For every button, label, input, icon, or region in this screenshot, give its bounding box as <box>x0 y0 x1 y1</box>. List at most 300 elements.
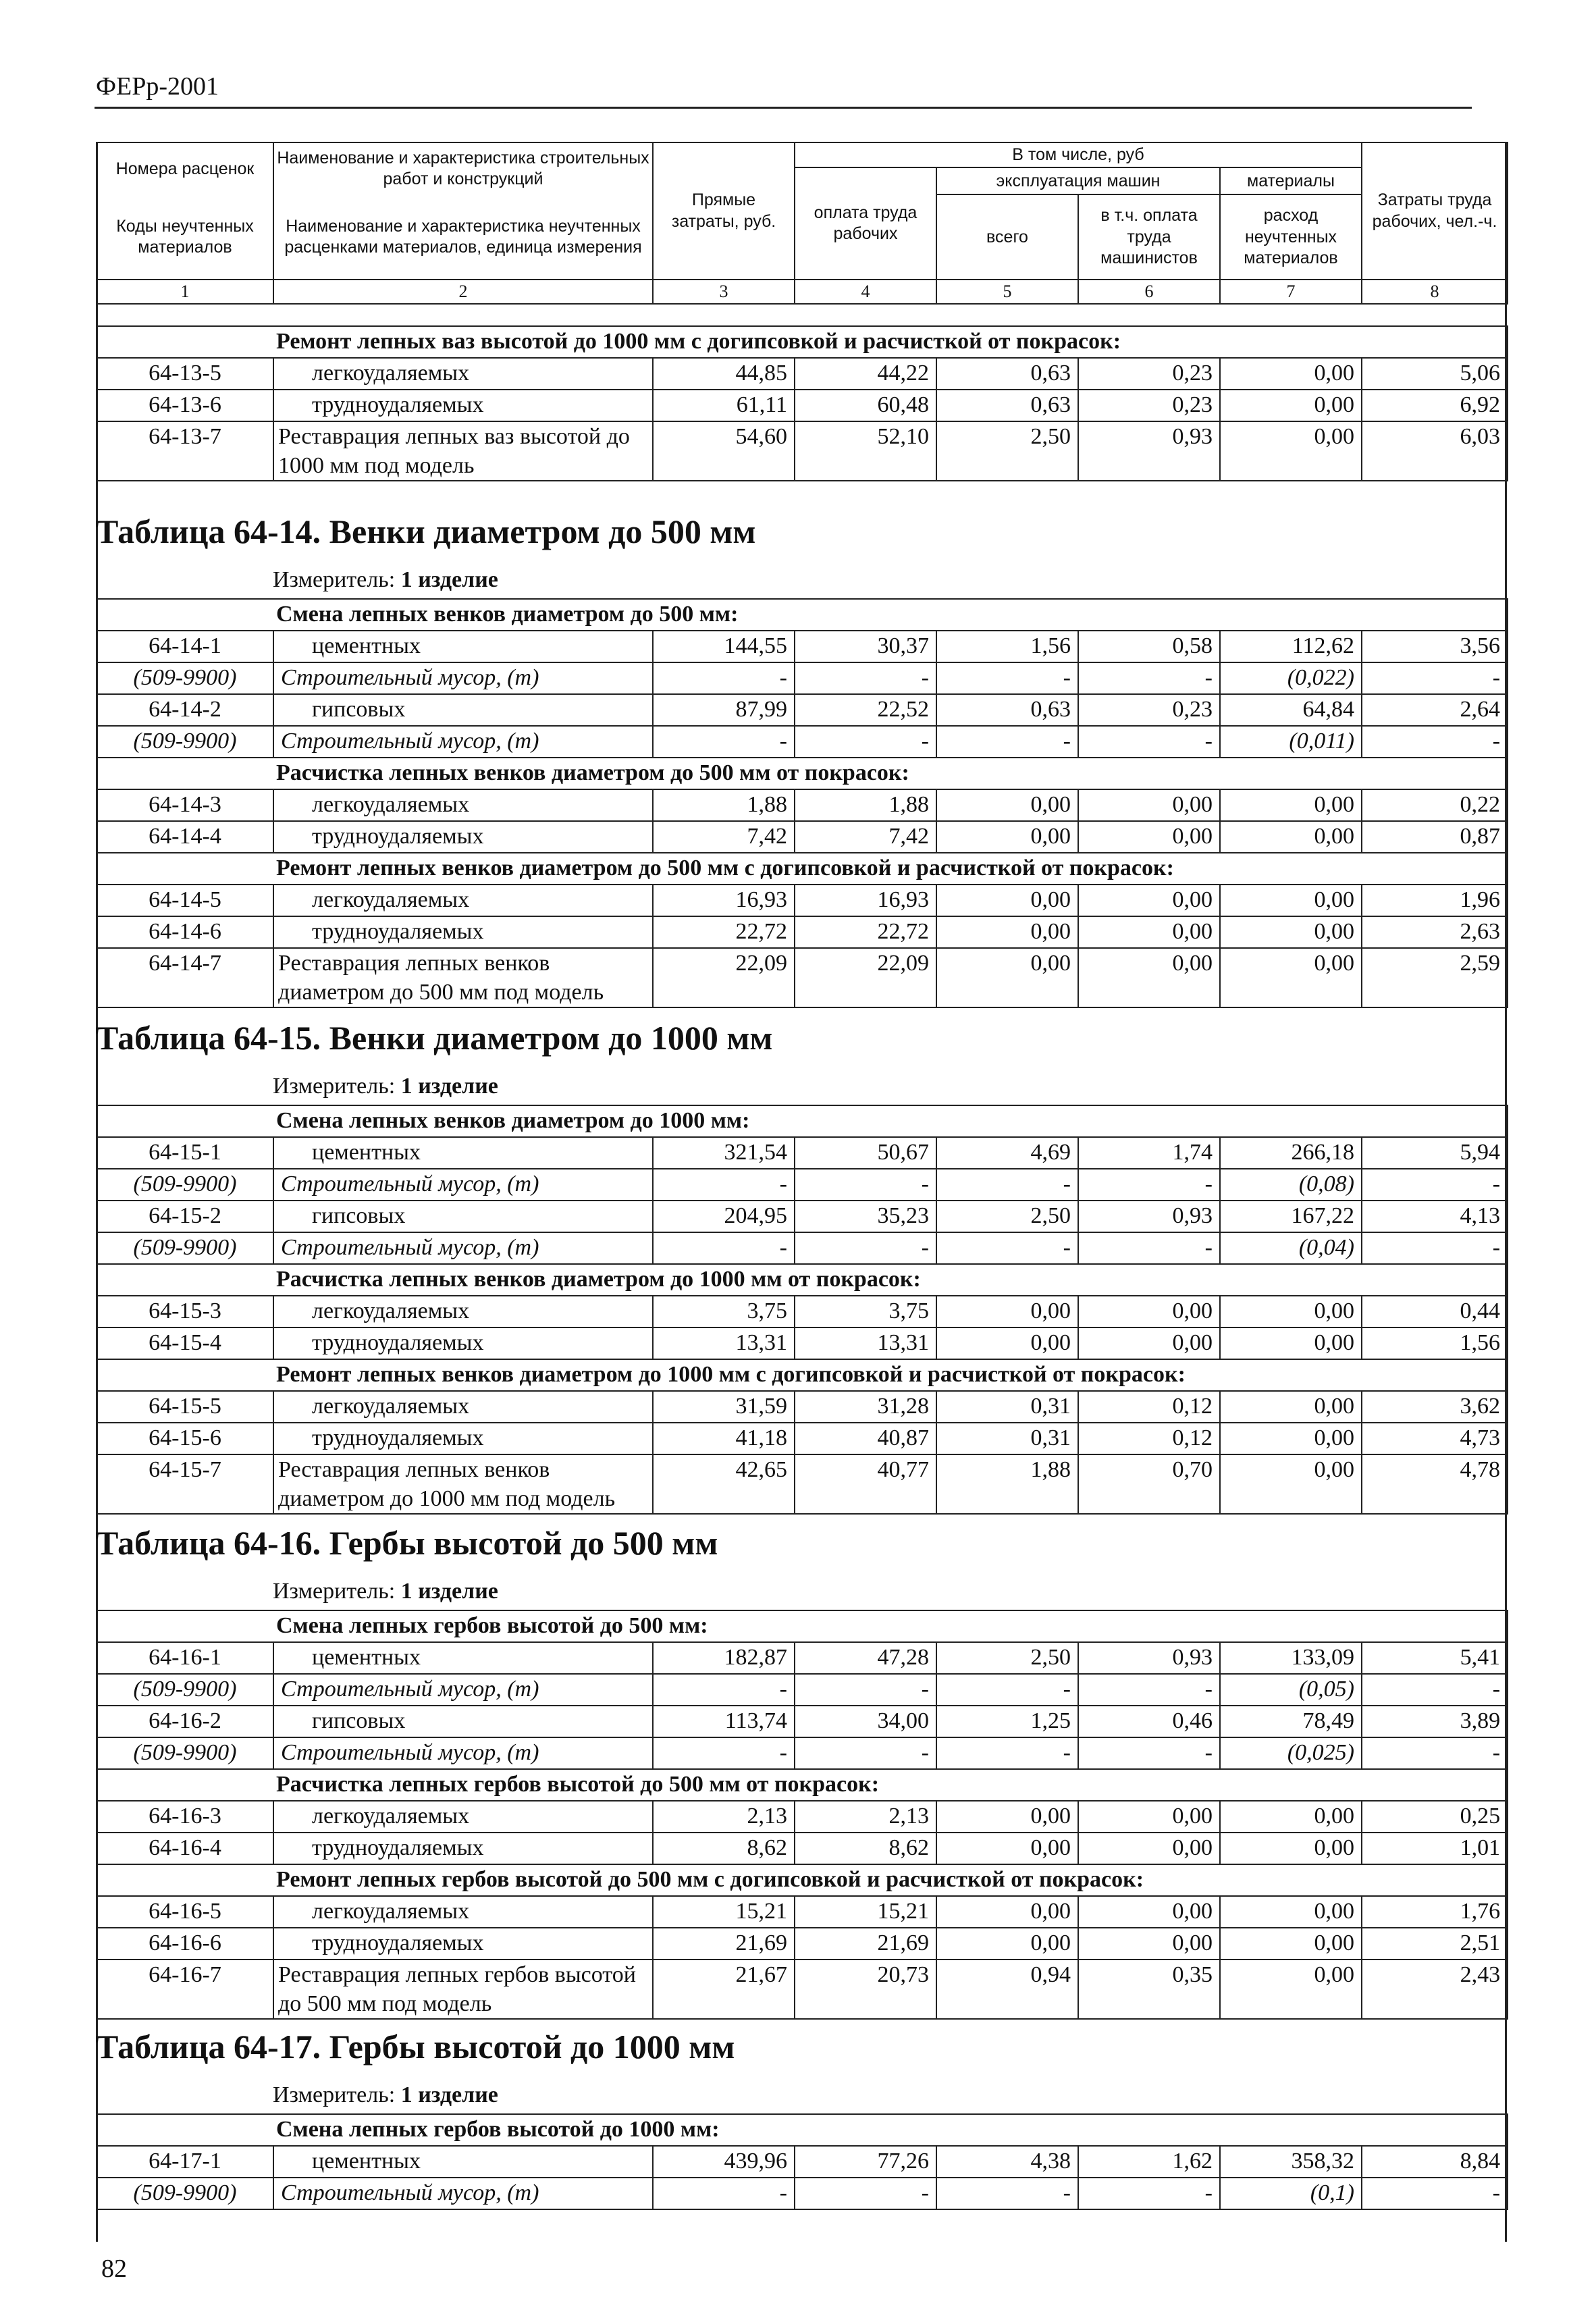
material-code: (509-9900) <box>97 2178 273 2209</box>
table-row <box>97 1737 1508 1769</box>
col-number: 8 <box>1362 280 1508 304</box>
value-cell: - <box>936 726 1078 758</box>
value-cell: 133,09 <box>1220 1642 1362 1674</box>
group-header-materials: материалы <box>1220 167 1362 194</box>
value-cell: 4,78 <box>1362 1454 1508 1514</box>
material-name: Строительный мусор, (т) <box>273 1674 653 1706</box>
table-row <box>97 1674 1508 1706</box>
rate-code: 64-16-6 <box>97 1928 273 1960</box>
value-cell: 40,77 <box>795 1454 936 1514</box>
value-cell: 0,00 <box>1220 1928 1362 1960</box>
group-title: Смена лепных гербов высотой до 1000 мм: <box>97 2114 1508 2146</box>
value-cell: - <box>1078 1674 1220 1706</box>
rate-code: 64-14-7 <box>97 948 273 1007</box>
col1-header-top: Номера расценок <box>97 142 273 194</box>
value-cell: 204,95 <box>653 1201 795 1232</box>
table-row <box>97 916 1508 948</box>
rate-code: 64-13-7 <box>97 421 273 481</box>
value-cell: 5,06 <box>1362 358 1508 390</box>
document-header: ФЕРр-2001 <box>96 72 219 101</box>
unit-line <box>273 1074 498 1099</box>
value-cell: 358,32 <box>1220 2146 1362 2178</box>
value-cell: 0,22 <box>1362 789 1508 821</box>
value-cell: 0,00 <box>936 1928 1078 1960</box>
work-name: трудноудаляемых <box>273 821 653 853</box>
value-cell: 2,13 <box>795 1801 936 1833</box>
work-name: цементных <box>273 1137 653 1169</box>
value-cell: 20,73 <box>795 1960 936 2019</box>
rate-code: 64-13-5 <box>97 358 273 390</box>
col-number: 1 <box>97 280 273 304</box>
table-64-13 <box>96 325 1508 481</box>
value-cell: 321,54 <box>653 1137 795 1169</box>
rate-code: 64-17-1 <box>97 2146 273 2178</box>
work-name: цементных <box>273 631 653 662</box>
work-name: легкоудаляемых <box>273 885 653 916</box>
value-cell: 15,21 <box>653 1896 795 1928</box>
work-name: легкоудаляемых <box>273 1391 653 1423</box>
value-cell: 0,93 <box>1078 1642 1220 1674</box>
value-cell: 0,00 <box>1220 821 1362 853</box>
value-cell: - <box>653 1737 795 1769</box>
value-cell: - <box>653 2178 795 2209</box>
value-cell: - <box>795 2178 936 2209</box>
value-cell: 0,00 <box>1220 1454 1362 1514</box>
value-cell: 0,00 <box>936 885 1078 916</box>
material-code: (509-9900) <box>97 1232 273 1264</box>
page-number: 82 <box>101 2255 127 2283</box>
value-cell: 1,25 <box>936 1706 1078 1737</box>
group-title: Смена лепных гербов высотой до 500 мм: <box>97 1610 1508 1642</box>
value-cell: 0,00 <box>1078 1296 1220 1327</box>
value-cell: 2,50 <box>936 1201 1078 1232</box>
value-cell: 0,00 <box>936 1327 1078 1359</box>
value-cell: 0,93 <box>1078 1201 1220 1232</box>
table-64-16 <box>96 1610 1508 2020</box>
work-name: цементных <box>273 2146 653 2178</box>
value-cell: 4,73 <box>1362 1423 1508 1454</box>
value-cell: 0,00 <box>1220 421 1362 481</box>
value-cell: 2,50 <box>936 421 1078 481</box>
table-row <box>97 2178 1508 2209</box>
value-cell: 0,00 <box>1078 1928 1220 1960</box>
value-cell: 0,00 <box>1078 1833 1220 1864</box>
value-cell: 0,63 <box>936 390 1078 421</box>
table-title: Таблица 64-17. Гербы высотой до 1000 мм <box>96 2028 735 2066</box>
value-cell: 44,22 <box>795 358 936 390</box>
work-name: Реставрация лепных венков диаметром до 1000 мм под модель <box>273 1454 653 1514</box>
value-cell: - <box>1362 1169 1508 1201</box>
unit-value: 1 изделие <box>400 2082 498 2107</box>
value-cell: 41,18 <box>653 1423 795 1454</box>
value-cell: 0,00 <box>1220 885 1362 916</box>
value-cell: 3,62 <box>1362 1391 1508 1423</box>
value-cell: 47,28 <box>795 1642 936 1674</box>
value-cell: 0,58 <box>1078 631 1220 662</box>
value-cell: 0,25 <box>1362 1801 1508 1833</box>
rate-code: 64-14-2 <box>97 694 273 726</box>
table-row <box>97 2146 1508 2178</box>
table-title: Таблица 64-16. Гербы высотой до 500 мм <box>96 1524 718 1562</box>
value-cell: 0,00 <box>936 948 1078 1007</box>
value-cell: - <box>653 1232 795 1264</box>
work-name: легкоудаляемых <box>273 1896 653 1928</box>
rate-code: 64-14-1 <box>97 631 273 662</box>
value-cell: 0,00 <box>1078 1801 1220 1833</box>
value-cell: 13,31 <box>795 1327 936 1359</box>
value-cell: 15,21 <box>795 1896 936 1928</box>
value-cell: 112,62 <box>1220 631 1362 662</box>
col7-header: расход неучтенных материалов <box>1220 194 1362 280</box>
work-name: трудноудаляемых <box>273 916 653 948</box>
table-row <box>97 1169 1508 1201</box>
unit-value: 1 изделие <box>400 1074 498 1099</box>
value-cell: 0,00 <box>1220 1327 1362 1359</box>
value-cell: 144,55 <box>653 631 795 662</box>
unit-value: 1 изделие <box>400 567 498 592</box>
rate-code: 64-15-6 <box>97 1423 273 1454</box>
col-number: 2 <box>273 280 653 304</box>
value-cell: 0,00 <box>936 1801 1078 1833</box>
work-name: трудноудаляемых <box>273 1833 653 1864</box>
value-cell: 0,44 <box>1362 1296 1508 1327</box>
value-cell: 7,42 <box>653 821 795 853</box>
value-cell: 2,13 <box>653 1801 795 1833</box>
group-title: Расчистка лепных гербов высотой до 500 мм от покрасок: <box>97 1769 1508 1801</box>
unit-label: Измеритель: <box>273 2082 396 2107</box>
value-cell: (0,1) <box>1220 2178 1362 2209</box>
unit-value: 1 изделие <box>400 1579 498 1604</box>
value-cell: 22,72 <box>795 916 936 948</box>
col4-header: оплата труда рабочих <box>795 167 936 280</box>
value-cell: 1,56 <box>1362 1327 1508 1359</box>
rate-code: 64-13-6 <box>97 390 273 421</box>
table-row <box>97 1232 1508 1264</box>
table-64-17 <box>96 2113 1508 2210</box>
value-cell: 35,23 <box>795 1201 936 1232</box>
value-cell: 13,31 <box>653 1327 795 1359</box>
value-cell: 0,00 <box>936 789 1078 821</box>
value-cell: 5,41 <box>1362 1642 1508 1674</box>
col-number: 3 <box>653 280 795 304</box>
value-cell: 60,48 <box>795 390 936 421</box>
value-cell: 8,62 <box>795 1833 936 1864</box>
value-cell: - <box>1078 1232 1220 1264</box>
table-64-14 <box>96 598 1508 1008</box>
value-cell: 3,56 <box>1362 631 1508 662</box>
value-cell: 0,00 <box>1078 1327 1220 1359</box>
value-cell: 1,62 <box>1078 2146 1220 2178</box>
value-cell: 0,00 <box>1220 1896 1362 1928</box>
value-cell: (0,08) <box>1220 1169 1362 1201</box>
value-cell: (0,022) <box>1220 662 1362 694</box>
work-name: Реставрация лепных гербов высотой до 500 мм под модель <box>273 1960 653 2019</box>
value-cell: 22,09 <box>653 948 795 1007</box>
value-cell: 182,87 <box>653 1642 795 1674</box>
table-row <box>97 1454 1508 1514</box>
value-cell: 1,76 <box>1362 1896 1508 1928</box>
work-name: Реставрация лепных венков диаметром до 500 мм под модель <box>273 948 653 1007</box>
value-cell: 3,75 <box>653 1296 795 1327</box>
value-cell: - <box>795 662 936 694</box>
table-row <box>97 789 1508 821</box>
value-cell: - <box>1078 2178 1220 2209</box>
header-rule <box>95 107 1472 109</box>
work-name: Реставрация лепных ваз высотой до 1000 мм под модель <box>273 421 653 481</box>
work-name: трудноудаляемых <box>273 1327 653 1359</box>
work-name: легкоудаляемых <box>273 1296 653 1327</box>
table-row <box>97 1801 1508 1833</box>
value-cell: 21,67 <box>653 1960 795 2019</box>
value-cell: 2,63 <box>1362 916 1508 948</box>
value-cell: 2,64 <box>1362 694 1508 726</box>
unit-line <box>273 567 498 593</box>
rate-code: 64-15-4 <box>97 1327 273 1359</box>
value-cell: 6,92 <box>1362 390 1508 421</box>
table-title: Таблица 64-14. Венки диаметром до 500 мм <box>96 512 756 550</box>
value-cell: - <box>795 726 936 758</box>
value-cell: (0,05) <box>1220 1674 1362 1706</box>
column-header-table <box>96 142 1508 305</box>
unit-label: Измеритель: <box>273 567 396 592</box>
work-name: гипсовых <box>273 694 653 726</box>
value-cell: 0,46 <box>1078 1706 1220 1737</box>
value-cell: - <box>936 1674 1078 1706</box>
value-cell: 0,93 <box>1078 421 1220 481</box>
group-title: Смена лепных венков диаметром до 500 мм: <box>97 599 1508 631</box>
value-cell: 31,28 <box>795 1391 936 1423</box>
rate-code: 64-16-1 <box>97 1642 273 1674</box>
material-code: (509-9900) <box>97 726 273 758</box>
table-row <box>97 1928 1508 1960</box>
value-cell: - <box>1078 1169 1220 1201</box>
rate-code: 64-16-2 <box>97 1706 273 1737</box>
value-cell: 31,59 <box>653 1391 795 1423</box>
value-cell: 0,00 <box>1220 789 1362 821</box>
work-name: гипсовых <box>273 1706 653 1737</box>
value-cell: 16,93 <box>653 885 795 916</box>
value-cell: - <box>936 2178 1078 2209</box>
value-cell: 0,00 <box>1220 390 1362 421</box>
work-name: гипсовых <box>273 1201 653 1232</box>
table-row <box>97 1423 1508 1454</box>
table-row <box>97 948 1508 1007</box>
value-cell: (0,04) <box>1220 1232 1362 1264</box>
value-cell: - <box>1078 662 1220 694</box>
value-cell: - <box>936 662 1078 694</box>
value-cell: 0,63 <box>936 358 1078 390</box>
table-row <box>97 885 1508 916</box>
value-cell: 0,63 <box>936 694 1078 726</box>
table-row <box>97 1706 1508 1737</box>
value-cell: 0,31 <box>936 1423 1078 1454</box>
value-cell: - <box>795 1737 936 1769</box>
work-name: трудноудаляемых <box>273 390 653 421</box>
rate-code: 64-14-5 <box>97 885 273 916</box>
value-cell: 0,94 <box>936 1960 1078 2019</box>
value-cell: 0,00 <box>1220 1960 1362 2019</box>
value-cell: - <box>653 1674 795 1706</box>
group-title: Ремонт лепных венков диаметром до 1000 мм с догипсовкой и расчисткой от покрасок: <box>97 1359 1508 1391</box>
table-row <box>97 726 1508 758</box>
table-row <box>97 1896 1508 1928</box>
table-row <box>97 421 1508 481</box>
value-cell: 0,00 <box>1078 885 1220 916</box>
value-cell: 0,00 <box>1220 1296 1362 1327</box>
value-cell: 266,18 <box>1220 1137 1362 1169</box>
group-header-all: В том числе, руб <box>795 142 1362 167</box>
table-row <box>97 1201 1508 1232</box>
unit-line <box>273 2082 498 2108</box>
value-cell: 8,62 <box>653 1833 795 1864</box>
col5-header: всего <box>936 194 1078 280</box>
table-row <box>97 1391 1508 1423</box>
value-cell: 0,00 <box>1078 1896 1220 1928</box>
value-cell: 0,00 <box>936 1296 1078 1327</box>
value-cell: 3,75 <box>795 1296 936 1327</box>
rate-code: 64-14-3 <box>97 789 273 821</box>
value-cell: 2,43 <box>1362 1960 1508 2019</box>
table-row <box>97 1642 1508 1674</box>
value-cell: 8,84 <box>1362 2146 1508 2178</box>
group-title: Ремонт лепных гербов высотой до 500 мм с догипсовкой и расчисткой от покрасок: <box>97 1864 1508 1896</box>
value-cell: - <box>936 1232 1078 1264</box>
table-row <box>97 662 1508 694</box>
value-cell: 21,69 <box>795 1928 936 1960</box>
value-cell: 0,12 <box>1078 1391 1220 1423</box>
value-cell: 0,00 <box>1078 821 1220 853</box>
value-cell: 0,00 <box>936 916 1078 948</box>
table-title: Таблица 64-15. Венки диаметром до 1000 мм <box>96 1019 773 1057</box>
value-cell: - <box>653 726 795 758</box>
value-cell: 22,72 <box>653 916 795 948</box>
rate-code: 64-15-7 <box>97 1454 273 1514</box>
value-cell: - <box>936 1169 1078 1201</box>
value-cell: (0,025) <box>1220 1737 1362 1769</box>
group-header-machines: эксплуатация машин <box>936 167 1220 194</box>
material-code: (509-9900) <box>97 662 273 694</box>
value-cell: 61,11 <box>653 390 795 421</box>
rate-code: 64-15-5 <box>97 1391 273 1423</box>
value-cell: 34,00 <box>795 1706 936 1737</box>
col1-header-bottom: Коды неучтенных материалов <box>97 194 273 280</box>
value-cell: 1,88 <box>653 789 795 821</box>
rate-code: 64-15-1 <box>97 1137 273 1169</box>
value-cell: 0,00 <box>1220 1391 1362 1423</box>
value-cell: 0,23 <box>1078 694 1220 726</box>
table-row <box>97 694 1508 726</box>
value-cell: 1,01 <box>1362 1833 1508 1864</box>
col6-header: в т.ч. оплата труда машинистов <box>1078 194 1220 280</box>
col8-header: Затраты труда рабочих, чел.-ч. <box>1362 142 1508 280</box>
value-cell: 1,74 <box>1078 1137 1220 1169</box>
value-cell: 52,10 <box>795 421 936 481</box>
material-name: Строительный мусор, (т) <box>273 2178 653 2209</box>
work-name: цементных <box>273 1642 653 1674</box>
unit-label: Измеритель: <box>273 1579 396 1604</box>
value-cell: 0,00 <box>1220 1423 1362 1454</box>
value-cell: 0,87 <box>1362 821 1508 853</box>
table-row <box>97 1137 1508 1169</box>
value-cell: 0,00 <box>1078 916 1220 948</box>
col-number: 5 <box>936 280 1078 304</box>
value-cell: - <box>795 1169 936 1201</box>
value-cell: 0,00 <box>936 1896 1078 1928</box>
value-cell: 6,03 <box>1362 421 1508 481</box>
rate-code: 64-16-7 <box>97 1960 273 2019</box>
col-number: 7 <box>1220 280 1362 304</box>
material-name: Строительный мусор, (т) <box>273 1232 653 1264</box>
value-cell: 0,00 <box>1078 789 1220 821</box>
value-cell: - <box>795 1232 936 1264</box>
value-cell: 2,50 <box>936 1642 1078 1674</box>
group-title: Ремонт лепных ваз высотой до 1000 мм с догипсовкой и расчисткой от покрасок: <box>97 326 1508 358</box>
col2-header-bottom: Наименование и характеристика неучтенных расценками материалов, единица измерения <box>273 194 653 280</box>
value-cell: 42,65 <box>653 1454 795 1514</box>
value-cell: - <box>936 1737 1078 1769</box>
value-cell: 439,96 <box>653 2146 795 2178</box>
value-cell: 0,00 <box>1078 948 1220 1007</box>
value-cell: 4,13 <box>1362 1201 1508 1232</box>
value-cell: 2,59 <box>1362 948 1508 1007</box>
value-cell: 0,23 <box>1078 390 1220 421</box>
value-cell: 1,88 <box>795 789 936 821</box>
value-cell: 87,99 <box>653 694 795 726</box>
value-cell: 3,89 <box>1362 1706 1508 1737</box>
value-cell: - <box>653 1169 795 1201</box>
col3-header: Прямые затраты, руб. <box>653 142 795 280</box>
col-number: 6 <box>1078 280 1220 304</box>
work-name: легкоудаляемых <box>273 1801 653 1833</box>
value-cell: 0,00 <box>1220 1833 1362 1864</box>
value-cell: - <box>1362 1737 1508 1769</box>
value-cell: 0,00 <box>1220 916 1362 948</box>
value-cell: - <box>1362 2178 1508 2209</box>
value-cell: 77,26 <box>795 2146 936 2178</box>
group-title: Расчистка лепных венков диаметром до 500 мм от покрасок: <box>97 758 1508 789</box>
unit-label: Измеритель: <box>273 1074 396 1099</box>
value-cell: 0,00 <box>1220 1801 1362 1833</box>
material-code: (509-9900) <box>97 1169 273 1201</box>
value-cell: 0,70 <box>1078 1454 1220 1514</box>
value-cell: 30,37 <box>795 631 936 662</box>
value-cell: 0,00 <box>936 821 1078 853</box>
work-name: трудноудаляемых <box>273 1423 653 1454</box>
value-cell: - <box>1078 1737 1220 1769</box>
material-name: Строительный мусор, (т) <box>273 1169 653 1201</box>
table-64-15 <box>96 1105 1508 1515</box>
material-name: Строительный мусор, (т) <box>273 726 653 758</box>
value-cell: 0,00 <box>1220 358 1362 390</box>
value-cell: 64,84 <box>1220 694 1362 726</box>
material-name: Строительный мусор, (т) <box>273 1737 653 1769</box>
value-cell: 22,09 <box>795 948 936 1007</box>
value-cell: 0,12 <box>1078 1423 1220 1454</box>
value-cell: - <box>795 1674 936 1706</box>
value-cell: - <box>1362 726 1508 758</box>
work-name: легкоудаляемых <box>273 789 653 821</box>
rate-code: 64-16-5 <box>97 1896 273 1928</box>
value-cell: 0,00 <box>1220 948 1362 1007</box>
value-cell: 0,31 <box>936 1391 1078 1423</box>
material-code: (509-9900) <box>97 1674 273 1706</box>
table-row <box>97 358 1508 390</box>
rate-code: 64-15-2 <box>97 1201 273 1232</box>
group-title: Расчистка лепных венков диаметром до 1000 мм от покрасок: <box>97 1264 1508 1296</box>
value-cell: 16,93 <box>795 885 936 916</box>
material-code: (509-9900) <box>97 1737 273 1769</box>
value-cell: 22,52 <box>795 694 936 726</box>
